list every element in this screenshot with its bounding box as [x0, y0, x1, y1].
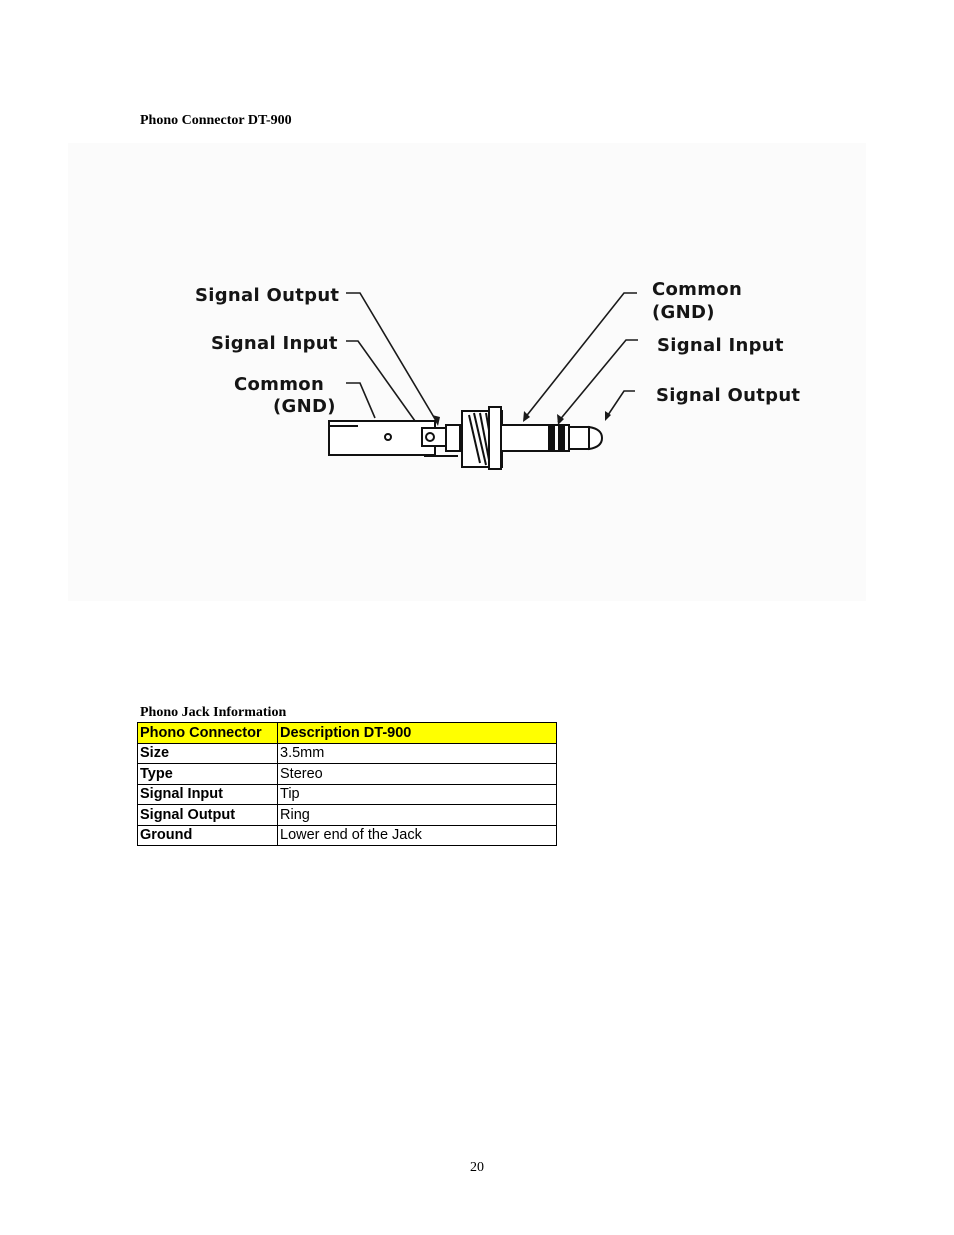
right-label-gnd: (GND) [652, 302, 715, 323]
row-value: Ring [278, 805, 557, 826]
row-value: Lower end of the Jack [278, 825, 557, 846]
row-key: Signal Output [138, 805, 278, 826]
section-title-phono-connector: Phono Connector DT-900 [140, 113, 292, 128]
table-row [138, 764, 557, 785]
left-label-common: Common [234, 374, 325, 395]
row-value: Tip [278, 784, 557, 805]
right-label-common: Common [652, 279, 743, 300]
left-label-gnd: (GND) [273, 396, 336, 417]
header-phono-connector: Phono Connector [138, 723, 278, 744]
right-label-signal-output: Signal Output [656, 385, 801, 406]
table-row [138, 805, 557, 826]
table-row [138, 784, 557, 805]
right-label-signal-input: Signal Input [657, 335, 784, 356]
page-number: 20 [470, 1160, 484, 1175]
left-label-signal-output: Signal Output [195, 285, 340, 306]
table-row [138, 825, 557, 846]
row-value: 3.5mm [278, 743, 557, 764]
phono-plug-drawing [329, 407, 602, 469]
row-key: Ground [138, 825, 278, 846]
header-description: Description DT-900 [278, 723, 557, 744]
table-row [138, 743, 557, 764]
row-key: Type [138, 764, 278, 785]
table-header-row [138, 723, 557, 744]
left-label-signal-input: Signal Input [211, 333, 338, 354]
section-title-phono-jack-info: Phono Jack Information [140, 705, 287, 720]
row-key: Signal Input [138, 784, 278, 805]
phono-jack-info-table [137, 722, 557, 846]
phono-connector-diagram [68, 143, 866, 601]
row-value: Stereo [278, 764, 557, 785]
row-key: Size [138, 743, 278, 764]
leader-arrowheads [432, 411, 611, 426]
